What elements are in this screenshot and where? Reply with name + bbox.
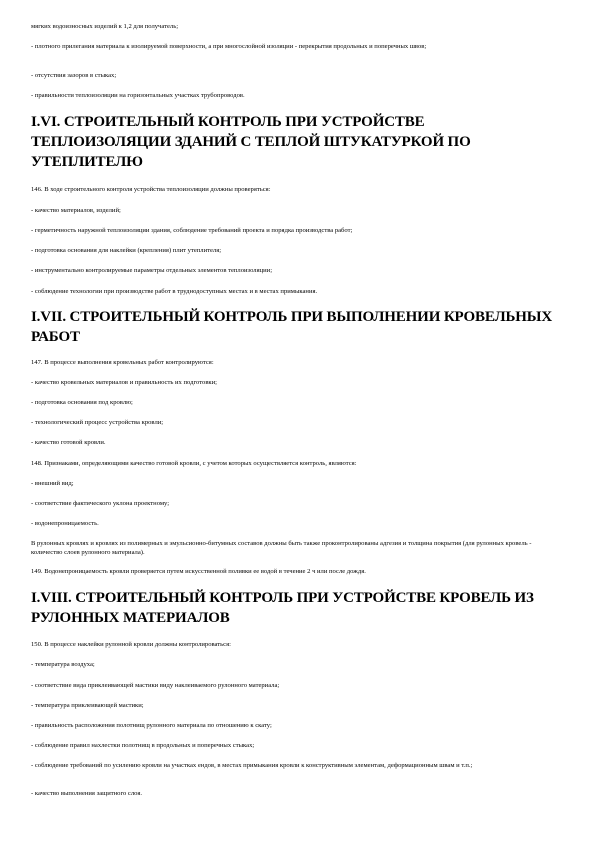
paragraph: 150. В процессе наклейки рулонной кровли должны контролироваться: <box>31 641 231 648</box>
list-item: - соблюдение технологии при производстве работ в труднодоступных местах и в местах примыкания. <box>31 288 318 295</box>
section-heading: I.VIII. СТРОИТЕЛЬНЫЙ КОНТРОЛЬ ПРИ УСТРОЙСТВЕ КРОВЕЛЬ ИЗ РУЛОННЫХ МАТЕРИАЛОВ <box>31 590 534 626</box>
list-item: - соответствие вида приклеивающей мастики виду наклеиваемого рулонного материала; <box>31 682 280 689</box>
paragraph: 146. В ходе строительного контроля устройства теплоизоляции должны проверяться: <box>31 186 271 193</box>
list-item: - соответствие фактического уклона проектному; <box>31 500 170 507</box>
list-item: - температура воздуха; <box>31 661 95 668</box>
list-item: - подготовка основания под кровлю; <box>31 399 133 406</box>
list-item: - водонепроницаемость. <box>31 520 99 527</box>
list-item: - качество материалов, изделий; <box>31 207 121 214</box>
paragraph: 149. Водонепроницаемость кровли проверяется путем искусственной поливки ее водой в течение 2 ч или после дождя. <box>31 568 366 575</box>
list-item: - подготовка основания для наклейки (крепления) плит утеплителя; <box>31 247 222 254</box>
paragraph: В рулонных кровлях и кровлях из полимерных и эмульсионно-битумных составов должны быть также проконтролированы адгезия и толщина покрытия (для рулонных кровель - количество слоев рулонного материала). <box>31 540 532 556</box>
list-item: - температура приклеивающей мастики; <box>31 702 144 709</box>
list-item: - соблюдение правил нахлестки полотнищ в продольных и поперечных стыках; <box>31 742 255 749</box>
list-item: - герметичность наружной теплоизоляции здания, соблюдение требований проекта и порядка производства работ; <box>31 227 353 234</box>
paragraph: 148. Признаками, определяющими качество готовой кровли, с учетом которых осуществляется контроль, являются: <box>31 460 357 467</box>
list-item: - качество выполнения защитного слоя. <box>31 790 143 797</box>
list-item: - внешний вид; <box>31 480 74 487</box>
list-item: - качество кровельных материалов и правильность их подготовки; <box>31 379 217 386</box>
paragraph: мягких водоизносных изделий к 1,2 для получатель; <box>31 23 179 30</box>
paragraph: 147. В процессе выполнения кровельных работ контролируются: <box>31 359 214 366</box>
list-item: - отсутствия зазоров в стыках; <box>31 72 117 79</box>
list-item: - правильности теплоизоляции на горизонтальных участках трубопроводов. <box>31 92 245 99</box>
section-heading: I.VII. СТРОИТЕЛЬНЫЙ КОНТРОЛЬ ПРИ ВЫПОЛНЕНИИ КРОВЕЛЬНЫХ РАБОТ <box>31 309 553 345</box>
section-heading: I.VI. СТРОИТЕЛЬНЫЙ КОНТРОЛЬ ПРИ УСТРОЙСТВЕ ТЕПЛОИЗОЛЯЦИИ ЗДАНИЙ С ТЕПЛОЙ ШТУКАТУРКОЙ ПО УТЕПЛИТЕЛЮ <box>31 114 471 170</box>
list-item: - инструментально контролируемые параметры отдельных элементов теплоизоляции; <box>31 267 273 274</box>
list-item: - качество готовой кровли. <box>31 439 106 446</box>
list-item: - правильность расположения полотнищ рулонного материала по отношению к скату; <box>31 722 272 729</box>
list-item: - плотного прилегания материала к изолируемой поверхности, а при многослойной изоляции - перекрытия продольных и поперечных швов; <box>31 43 427 50</box>
list-item: - технологический процесс устройства кровли; <box>31 419 164 426</box>
list-item: - соблюдение требований по усилению кровли на участках ендов, в местах примыкания кровли к конструктивным элементам, деформационным швам и т.п.; <box>31 762 473 769</box>
